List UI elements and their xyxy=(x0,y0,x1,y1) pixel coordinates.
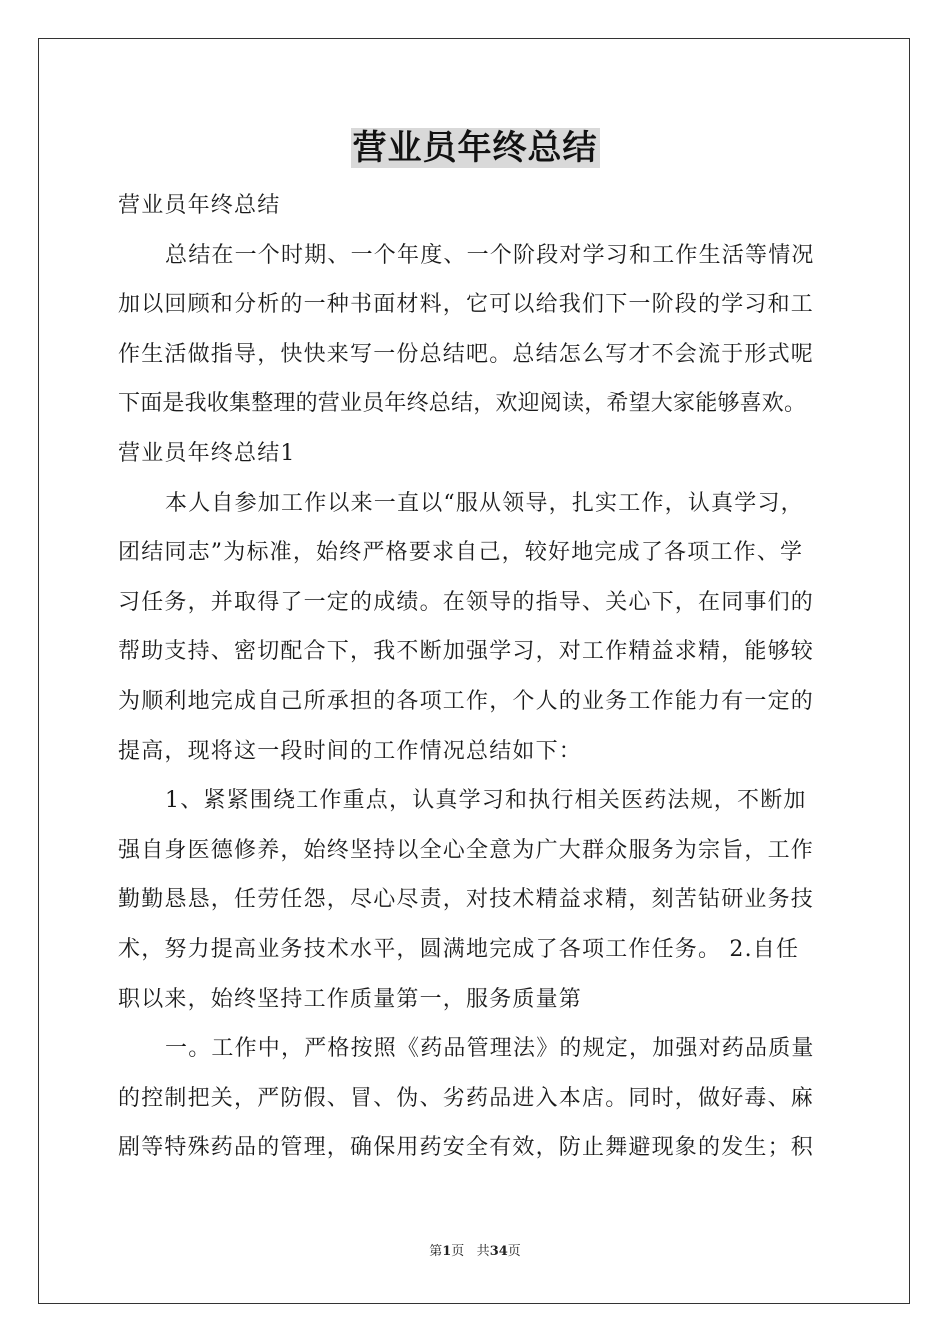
paragraph-line: 习任务，并取得了一定的成绩。在领导的指导、关心下，在同事们的 xyxy=(118,589,815,615)
paragraph-line: 下面是我收集整理的营业员年终总结，欢迎阅读，希望大家能够喜欢。 xyxy=(118,391,807,417)
paragraph-line: 团结同志”为标准，始终严格要求自己，较好地完成了各项工作、学 xyxy=(118,540,804,566)
paragraph-line: 加以回顾和分析的一种书面材料，它可以给我们下一阶段的学习和工 xyxy=(118,292,815,318)
total-pages: 34 xyxy=(489,1244,508,1259)
paragraph-line: 职以来，始终坚持工作质量第一，服务质量第 xyxy=(118,986,583,1012)
paragraph-line: 总结在一个时期、一个年度、一个阶段对学习和工作生活等情况 xyxy=(165,242,815,268)
section-heading: 营业员年终总结1 xyxy=(118,440,296,466)
page-footer xyxy=(0,1240,950,1259)
paragraph-line: 帮助支持、密切配合下，我不断加强学习，对工作精益求精，能够较 xyxy=(118,639,815,665)
page-number: 1 xyxy=(442,1244,452,1259)
paragraph-line: 一。工作中，严格按照《药品管理法》的规定，加强对药品质量 xyxy=(165,1036,815,1062)
paragraph-line: 提高，现将这一段时间的工作情况总结如下： xyxy=(118,738,583,764)
page-suffix: 页 xyxy=(451,1244,465,1259)
total-prefix: 共 xyxy=(476,1244,490,1259)
paragraph-line: 作生活做指导，快快来写一份总结吧。总结怎么写才不会流于形式呢 xyxy=(118,341,815,367)
paragraph-line: 术，努力提高业务技术水平，圆满地完成了各项工作任务。 2.自任 xyxy=(118,936,800,962)
paragraph-line: 勤勤恳恳，任劳任怨，尽心尽责，对技术精益求精，刻苦钻研业务技 xyxy=(118,887,815,913)
page-prefix: 第 xyxy=(429,1244,443,1259)
total-suffix: 页 xyxy=(507,1244,521,1259)
paragraph-line: 剧等特殊药品的管理，确保用药安全有效，防止舞避现象的发生；积 xyxy=(118,1135,815,1161)
paragraph-line: 强自身医德修养，始终坚持以全心全意为广大群众服务为宗旨，工作 xyxy=(118,837,815,863)
paragraph-line: 的控制把关，严防假、冒、伪、劣药品进入本店。同时，做好毒、麻 xyxy=(118,1085,815,1111)
document-title: 营业员年终总结 xyxy=(352,128,598,168)
paragraph-line: 1、紧紧围绕工作重点，认真学习和执行相关医药法规，不断加 xyxy=(165,788,807,814)
paragraph-line: 为顺利地完成自己所承担的各项工作，个人的业务工作能力有一定的 xyxy=(118,688,815,714)
document-body xyxy=(118,181,834,1173)
title-container xyxy=(0,128,950,168)
paragraph-line: 本人自参加工作以来一直以“服从领导，扎实工作，认真学习， xyxy=(165,490,804,516)
section-heading: 营业员年终总结 xyxy=(118,193,281,218)
